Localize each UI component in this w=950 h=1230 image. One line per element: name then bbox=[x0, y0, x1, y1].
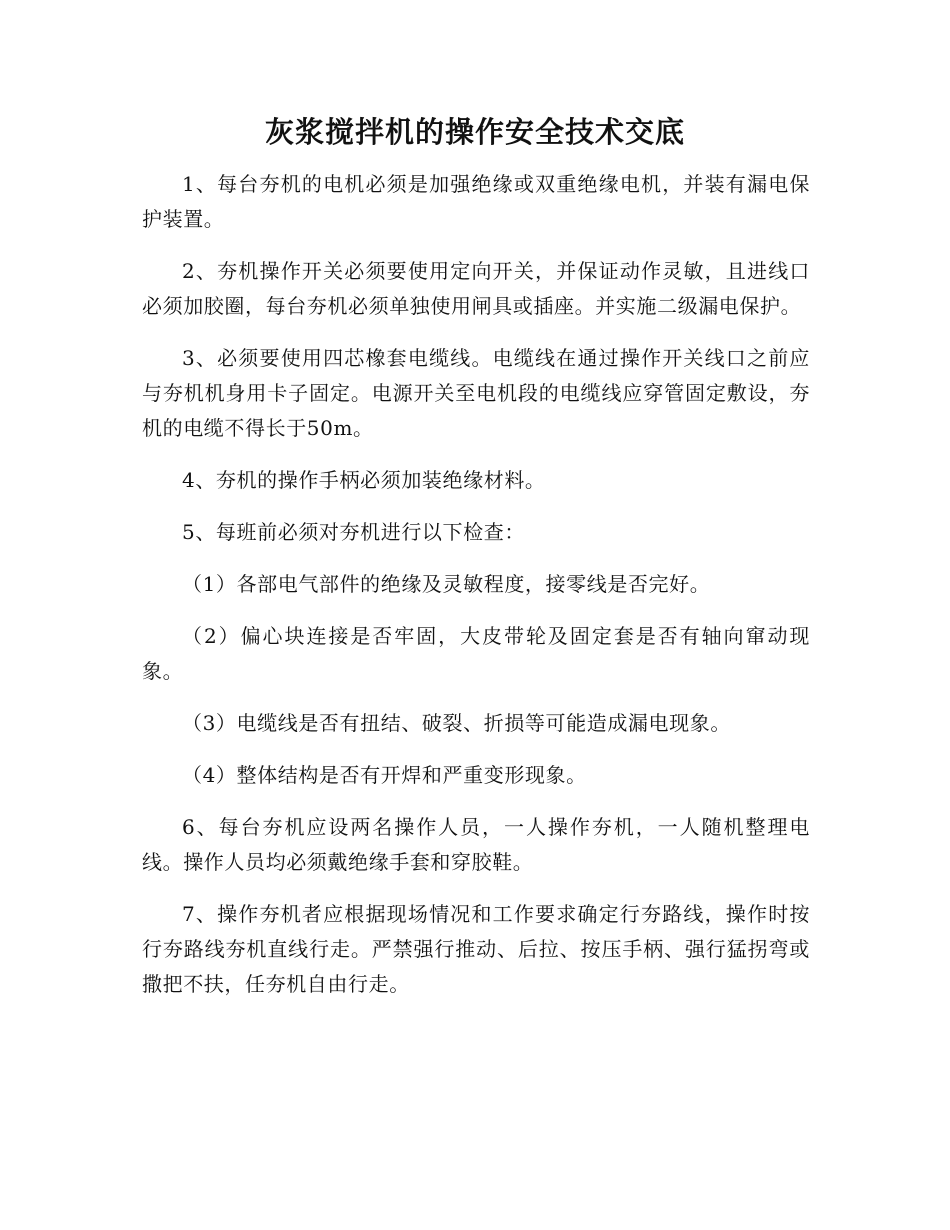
paragraph-1: 1、每台夯机的电机必须是加强绝缘或双重绝缘电机，并装有漏电保护装置。 bbox=[142, 172, 810, 231]
document-title: 灰浆搅拌机的操作安全技术交底 bbox=[264, 115, 685, 149]
check-item-1: （1）各部电气部件的绝缘及灵敏程度，接零线是否完好。 bbox=[182, 572, 711, 596]
paragraph-5: 5、每班前必须对夯机进行以下检查： bbox=[182, 520, 525, 544]
check-item-3: （3）电缆线是否有扭结、破裂、折损等可能造成漏电现象。 bbox=[182, 711, 731, 735]
paragraph-3: 3、必须要使用四芯橡套电缆线。电缆线在通过操作开关线口之前应与夯机机身用卡子固定。电源开关至电机段的电缆线应穿管固定敷设，夯机的电缆不得长于50m。 bbox=[142, 346, 810, 440]
document-body bbox=[142, 167, 810, 1019]
paragraph-7: 7、操作夯机者应根据现场情况和工作要求确定行夯路线，操作时按行夯路线夯机直线行走。严禁强行推动、后拉、按压手柄、强行猛拐弯或撒把不扶，任夯机自由行走。 bbox=[142, 902, 810, 996]
paragraph-4: 4、夯机的操作手柄必须加装绝缘材料。 bbox=[182, 468, 546, 492]
check-item-2: （2）偏心块连接是否牢固，大皮带轮及固定套是否有轴向窜动现象。 bbox=[142, 624, 810, 683]
check-item-4: （4）整体结构是否有开焊和严重变形现象。 bbox=[182, 763, 587, 787]
paragraph-6: 6、每台夯机应设两名操作人员，一人操作夯机，一人随机整理电线。操作人员均必须戴绝缘手套和穿胶鞋。 bbox=[142, 815, 810, 874]
paragraph-2: 2、夯机操作开关必须要使用定向开关，并保证动作灵敏，且进线口必须加胶圈，每台夯机必须单独使用闸具或插座。并实施二级漏电保护。 bbox=[142, 259, 810, 318]
